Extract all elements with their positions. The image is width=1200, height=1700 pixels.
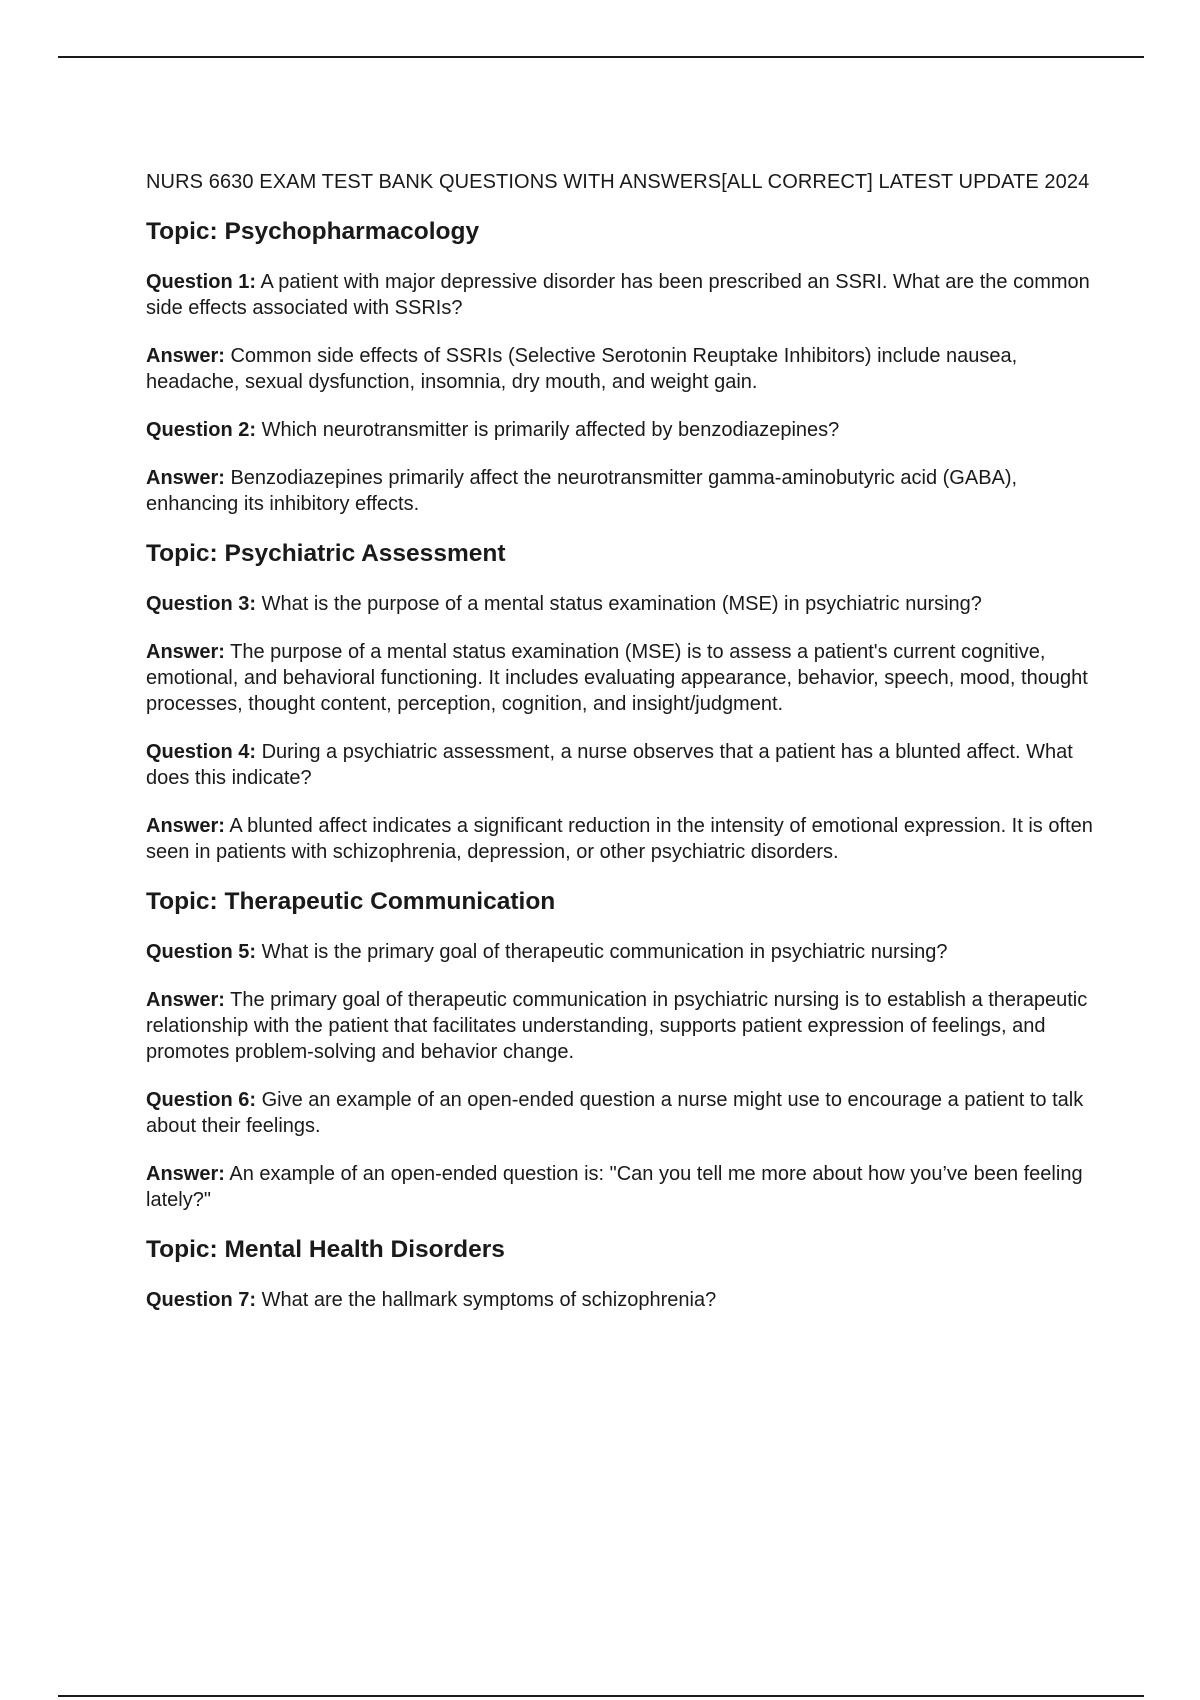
question-text: Which neurotransmitter is primarily affected by benzodiazepines?: [261, 419, 840, 441]
question-label: Question 2:: [146, 419, 257, 441]
question-item: [146, 1287, 1096, 1313]
section-therapeutic-communication: [146, 887, 1096, 1213]
topic-heading: Topic: Therapeutic Communication: [146, 888, 556, 915]
topic-heading: Topic: Mental Health Disorders: [146, 1236, 505, 1263]
document-body: [146, 169, 1096, 1335]
question-text: During a psychiatric assessment, a nurse observes that a patient has a blunted affect. What does this indicate?: [146, 741, 1073, 789]
answer-label: Answer:: [146, 815, 225, 837]
question-item: [146, 417, 1096, 443]
answer-text: The purpose of a mental status examination (MSE) is to assess a patient's current cognitive, emotional, and behavioral functioning. It includes evaluating appearance, behavior, speech, mood, thought processes, thought content, perception, cognition, and insight/judgment.: [146, 641, 1088, 715]
question-label: Question 3:: [146, 593, 257, 615]
question-label: Question 4:: [146, 741, 257, 763]
answer-item: [146, 343, 1096, 395]
answer-text: The primary goal of therapeutic communication in psychiatric nursing is to establish a therapeutic relationship with the patient that facilitates understanding, supports patient expression of feelings, and promotes problem-solving and behavior change.: [146, 989, 1088, 1063]
question-item: [146, 269, 1096, 321]
section-psychopharmacology: [146, 217, 1096, 517]
topic-heading: Topic: Psychiatric Assessment: [146, 540, 506, 567]
question-label: Question 7:: [146, 1289, 257, 1311]
question-label: Question 5:: [146, 941, 257, 963]
answer-item: [146, 987, 1096, 1065]
question-text: What is the primary goal of therapeutic communication in psychiatric nursing?: [261, 941, 948, 963]
question-item: [146, 739, 1096, 791]
section-mental-health-disorders: [146, 1235, 1096, 1313]
question-label: Question 6:: [146, 1089, 257, 1111]
question-text: What is the purpose of a mental status examination (MSE) in psychiatric nursing?: [261, 593, 982, 615]
answer-item: [146, 465, 1096, 517]
question-item: [146, 939, 1096, 965]
document-title: NURS 6630 EXAM TEST BANK QUESTIONS WITH ANSWERS[ALL CORRECT] LATEST UPDATE 2024: [146, 171, 1090, 193]
answer-label: Answer:: [146, 989, 225, 1011]
answer-label: Answer:: [146, 345, 225, 367]
topic-heading: Topic: Psychopharmacology: [146, 218, 480, 245]
answer-label: Answer:: [146, 467, 225, 489]
answer-item: [146, 1161, 1096, 1213]
answer-label: Answer:: [146, 1163, 225, 1185]
answer-text: Benzodiazepines primarily affect the neurotransmitter gamma-aminobutyric acid (GABA), enhancing its inhibitory effects.: [146, 467, 1018, 515]
question-item: [146, 591, 1096, 617]
question-item: [146, 1087, 1096, 1139]
answer-item: [146, 639, 1096, 717]
answer-text: A blunted affect indicates a significant reduction in the intensity of emotional expression. It is often seen in patients with schizophrenia, depression, or other psychiatric disorders.: [146, 815, 1093, 863]
bottom-divider: [58, 1695, 1144, 1697]
question-text: A patient with major depressive disorder has been prescribed an SSRI. What are the common side effects associated with SSRIs?: [146, 271, 1090, 319]
question-text: What are the hallmark symptoms of schizophrenia?: [261, 1289, 717, 1311]
answer-text: Common side effects of SSRIs (Selective Serotonin Reuptake Inhibitors) include nausea, headache, sexual dysfunction, insomnia, dry mouth, and weight gain.: [146, 345, 1018, 393]
answer-item: [146, 813, 1096, 865]
question-label: Question 1:: [146, 271, 257, 293]
answer-label: Answer:: [146, 641, 225, 663]
question-text: Give an example of an open-ended question a nurse might use to encourage a patient to talk about their feelings.: [146, 1089, 1084, 1137]
answer-text: An example of an open-ended question is: "Can you tell me more about how you’ve been feeling lately?": [146, 1163, 1083, 1211]
section-psychiatric-assessment: [146, 539, 1096, 865]
top-divider: [58, 56, 1144, 58]
